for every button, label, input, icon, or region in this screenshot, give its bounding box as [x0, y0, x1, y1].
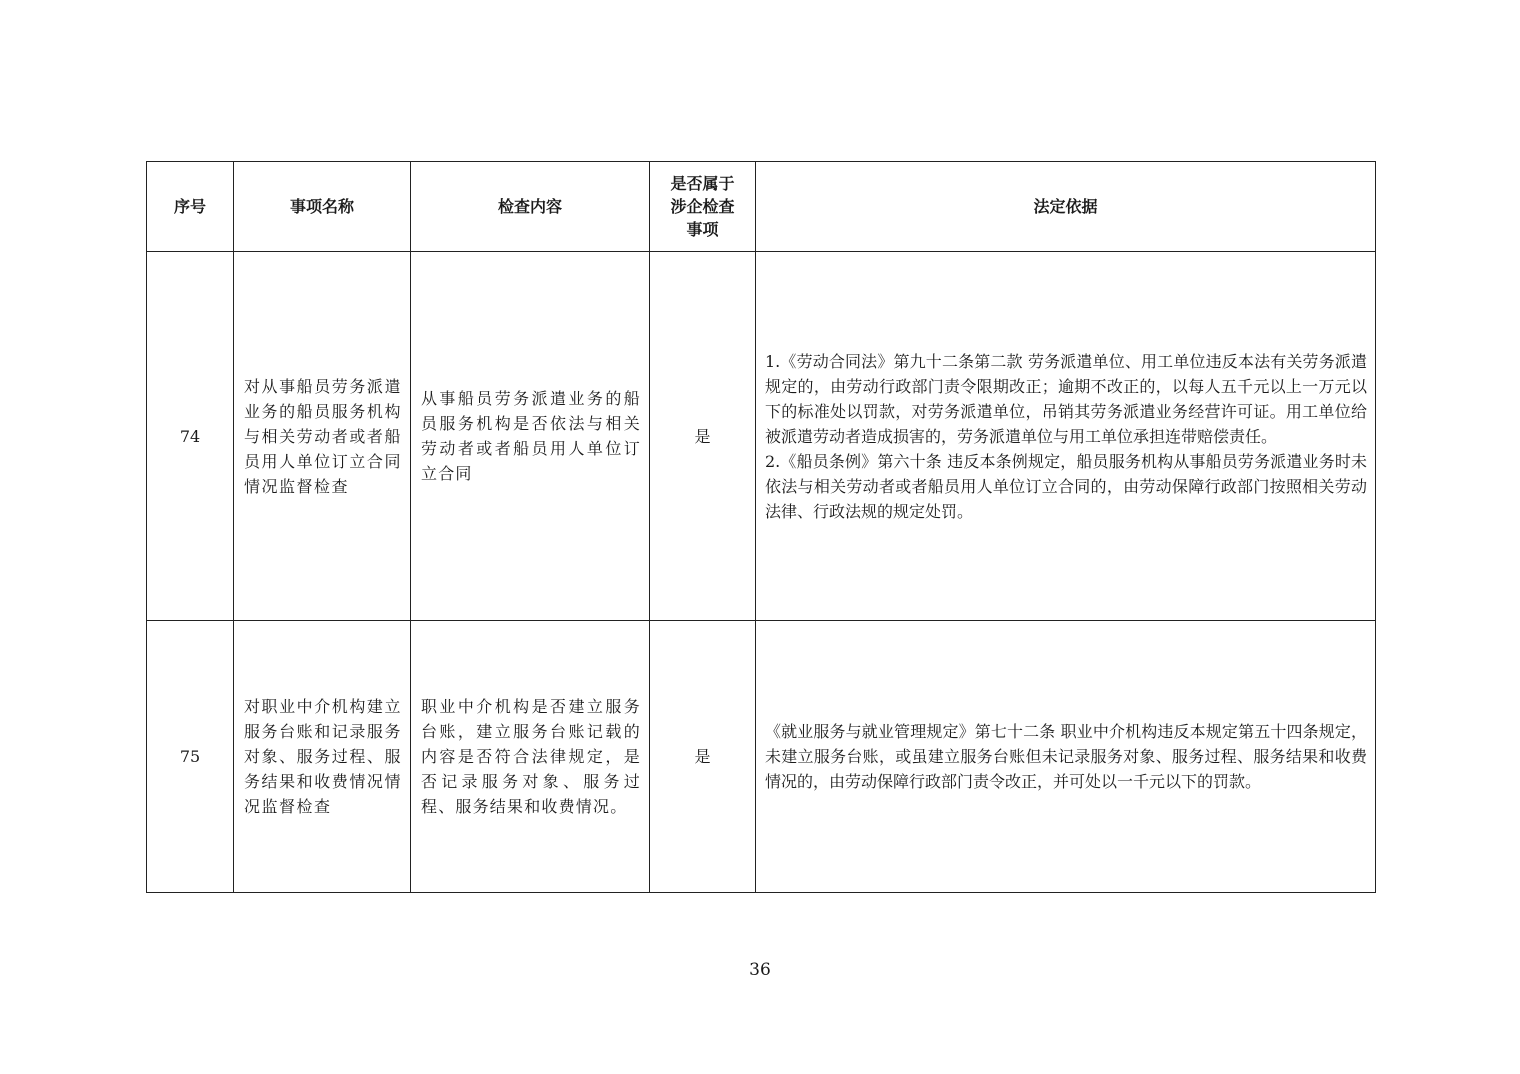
- row-enterprise-related: 是: [650, 252, 756, 621]
- row-legal-basis: [756, 621, 1376, 893]
- inspection-items-table: [146, 161, 1376, 893]
- table-row: [147, 252, 1376, 621]
- header-enterprise-line-3: 事项: [686, 220, 719, 239]
- row-legal-basis: [756, 252, 1376, 621]
- row-enterprise-related: 是: [650, 621, 756, 893]
- header-enterprise-line-1: 是否属于: [670, 174, 735, 193]
- row-content: 从事船员劳务派遣业务的船员服务机构是否依法与相关劳动者或者船员用人单位订立合同: [411, 252, 650, 621]
- header-enterprise-line-2: 涉企检查: [670, 197, 735, 216]
- row-item-name: 对职业中介机构建立服务台账和记录服务对象、服务过程、服务结果和收费情况情况监督检查: [234, 621, 411, 893]
- legal-basis-paragraph: 《就业服务与就业管理规定》第七十二条 职业中介机构违反本规定第五十四条规定，未建立服务台账，或虽建立服务台账但未记录服务对象、服务过程、服务结果和收费情况的，由劳动保障行政部门责令改正，并可处以一千元以下的罚款。: [765, 722, 1367, 791]
- header-enterprise-related: [650, 162, 756, 252]
- legal-basis-paragraph: 1.《劳动合同法》第九十二条第二款 劳务派遣单位、用工单位违反本法有关劳务派遣规定的，由劳动行政部门责令限期改正；逾期不改正的，以每人五千元以上一万元以下的标准处以罚款，对劳务派遣单位，吊销其劳务派遣业务经营许可证。用工单位给被派遣劳动者造成损害的，劳务派遣单位与用工单位承担连带赔偿责任。: [765, 351, 1367, 446]
- page-number: 36: [749, 960, 771, 980]
- header-item-name: 事项名称: [234, 162, 411, 252]
- header-seq: 序号: [147, 162, 234, 252]
- row-seq: 75: [147, 621, 234, 893]
- header-legal-basis: 法定依据: [756, 162, 1376, 252]
- row-content: 职业中介机构是否建立服务台账，建立服务台账记载的内容是否符合法律规定，是否记录服务对象、服务过程、服务结果和收费情况。: [411, 621, 650, 893]
- table-row: [147, 621, 1376, 893]
- header-content: 检查内容: [411, 162, 650, 252]
- row-seq: 74: [147, 252, 234, 621]
- table-header-row: [147, 162, 1376, 252]
- row-item-name: 对从事船员劳务派遣业务的船员服务机构与相关劳动者或者船员用人单位订立合同情况监督检查: [234, 252, 411, 621]
- legal-basis-paragraph: 2.《船员条例》第六十条 违反本条例规定，船员服务机构从事船员劳务派遣业务时未依法与相关劳动者或者船员用人单位订立合同的，由劳动保障行政部门按照相关劳动法律、行政法规的规定处罚。: [765, 451, 1367, 521]
